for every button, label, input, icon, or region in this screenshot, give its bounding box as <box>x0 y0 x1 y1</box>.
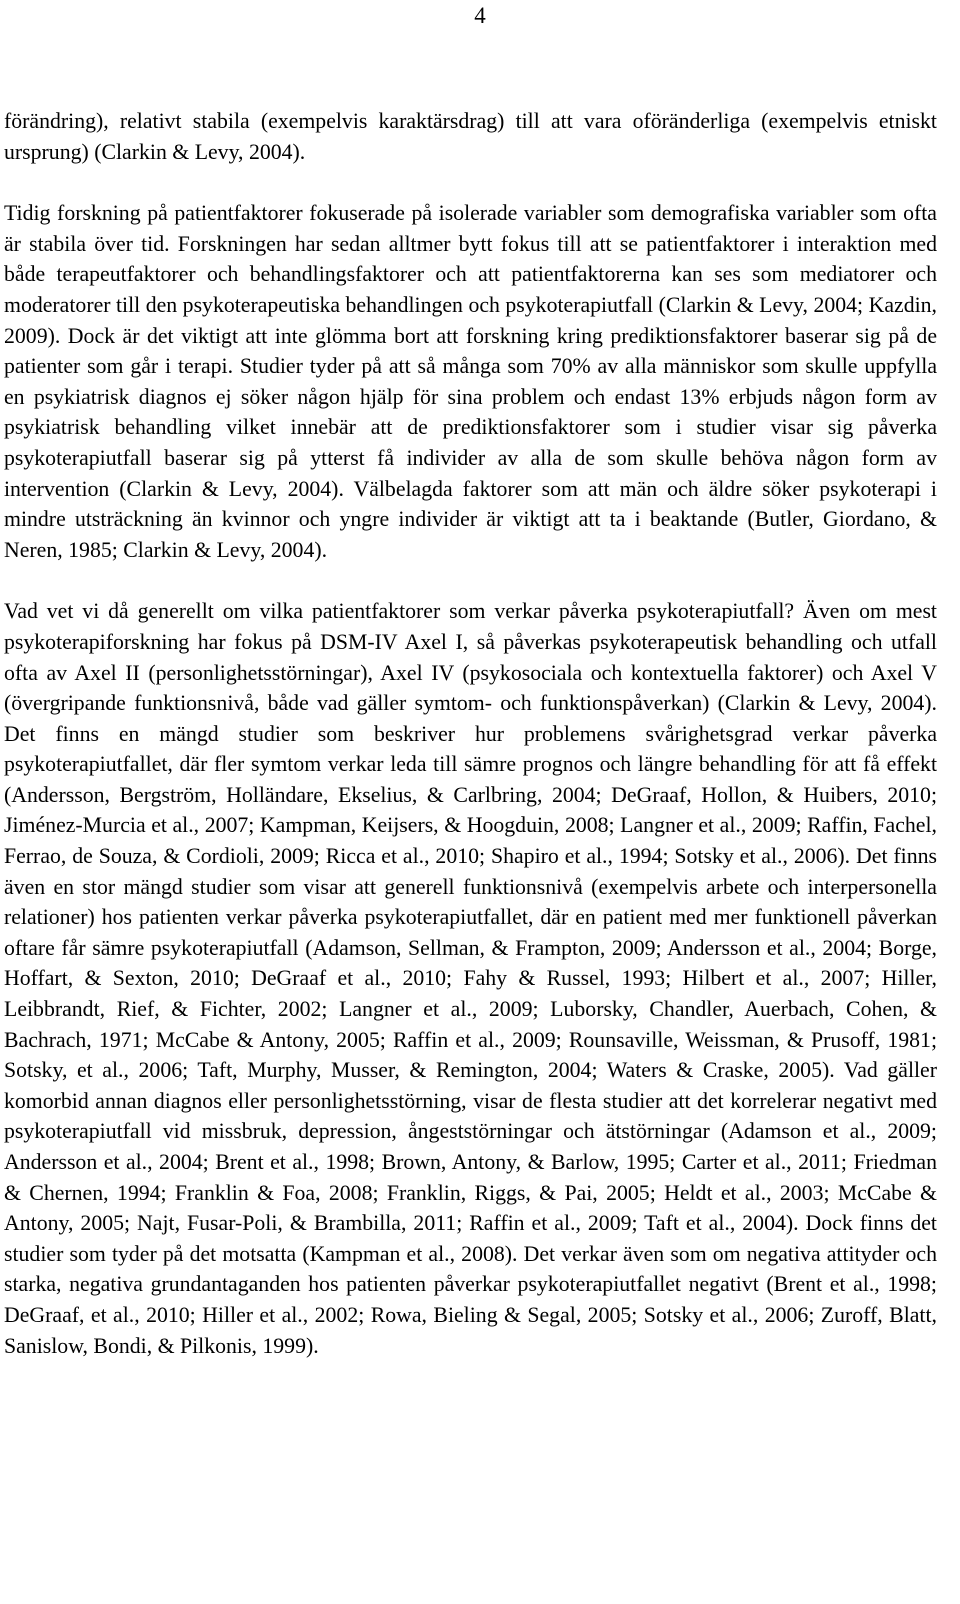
paragraph-2: Tidig forskning på patientfaktorer fokuserade på isolerade variabler som demografiska variabler som ofta är stabila över tid. Forskningen har sedan alltmer bytt fokus till att se patientfaktorer i interaktion med både terapeutfaktorer och behandlingsfaktorer och att patientfaktorerna kan ses som mediatorer och moderatorer till den psykoterapeutiska behandlingen och psykoterapiutfall (Clarkin & Levy, 2004; Kazdin, 2009). Dock är det viktigt att inte glömma bort att forskning kring prediktionsfaktorer baserar sig på de patienter som går i terapi. Studier tyder på att så många som 70% av alla människor som skulle uppfylla en psykiatrisk diagnos ej söker någon hjälp för sina problem och endast 13% erbjuds någon form av psykiatrisk behandling vilket innebär att de prediktionsfaktorer som i studier visar sig påverka psykoterapiutfall baserar sig på ytterst få individer av alla de som skulle behöva någon form av intervention (Clarkin & Levy, 2004). Välbelagda faktorer som att män och äldre söker psykoterapi i mindre utsträckning än kvinnor och yngre individer är viktigt att ta i beaktande (Butler, Giordano, & Neren, 1985; Clarkin & Levy, 2004). <box>4 201 937 562</box>
document-body <box>4 106 937 1361</box>
page-number: 4 <box>474 3 486 28</box>
paragraph-1: förändring), relativt stabila (exempelvis karaktärsdrag) till att vara oföränderliga (exempelvis etniskt ursprung) (Clarkin & Levy, 2004). <box>4 109 937 164</box>
paragraph-3: Vad vet vi då generellt om vilka patientfaktorer som verkar påverka psykoterapiutfall? Även om mest psykoterapiforskning har fokus på DSM-IV Axel I, så påverkas psykoterapeutisk behandling och utfall ofta av Axel II (personlighetsstörningar), Axel IV (psykosociala och kontextuella faktorer) och Axel V (övergripande funktionsnivå, både vad gäller symtom- och funktionspåverkan) (Clarkin & Levy, 2004). Det finns en mängd studier som beskriver hur problemens svårighetsgrad verkar påverka psykoterapiutfallet, där fler symtom verkar leda till sämre prognos och längre behandling för att få effekt (Andersson, Bergström, Holländare, Ekselius, & Carlbring, 2004; DeGraaf, Hollon, & Huibers, 2010; Jiménez-Murcia et al., 2007; Kampman, Keijsers, & Hoogduin, 2008; Langner et al., 2009; Raffin, Fachel, Ferrao, de Souza, & Cordioli, 2009; Ricca et al., 2010; Shapiro et al., 1994; Sotsky et al., 2006). Det finns även en stor mängd studier som visar att generell funktionsnivå (exempelvis arbete och interpersonella relationer) hos patienten verkar påverka psykoterapiutfallet, där en patient med mer funktionell påverkan oftare får sämre psykoterapiutfall (Adamson, Sellman, & Frampton, 2009; Andersson et al., 2004; Borge, Hoffart, & Sexton, 2010; DeGraaf et al., 2010; Fahy & Russel, 1993; Hilbert et al., 2007; Hiller, Leibbrandt, Rief, & Fichter, 2002; Langner et al., 2009; Luborsky, Chandler, Auerbach, Cohen, & Bachrach, 1971; McCabe & Antony, 2005; Raffin et al., 2009; Rounsaville, Weissman, & Prusoff, 1981; Sotsky, et al., 2006; Taft, Murphy, Musser, & Remington, 2004; Waters & Craske, 2005). Vad gäller komorbid annan diagnos eller personlighetsstörning, visar de flesta studier att det korrelerar negativt med psykoterapiutfall vid missbruk, depression, ångeststörningar och ätstörningar (Adamson et al., 2009; Andersson et al., 2004; Brent et al., 1998; Brown, Antony, & Barlow, 1995; Carter et al., 2011; Friedman & Chernen, 1994; Franklin & Foa, 2008; Franklin, Riggs, & Pai, 2005; Heldt et al., 2003; McCabe & Antony, 2005; Najt, Fusar-Poli, & Brambilla, 2011; Raffin et al., 2009; Taft et al., 2004). Dock finns det studier som tyder på det motsatta (Kampman et al., 2008). Det verkar även som om negativa attityder och starka, negativa grundantaganden hos patienten påverkar psykoterapiutfallet negativt (Brent et al., 1998; DeGraaf, et al., 2010; Hiller et al., 2002; Rowa, Bieling & Segal, 2005; Sotsky et al., 2006; Zuroff, Blatt, Sanislow, Bondi, & Pilkonis, 1999). <box>4 599 937 1358</box>
